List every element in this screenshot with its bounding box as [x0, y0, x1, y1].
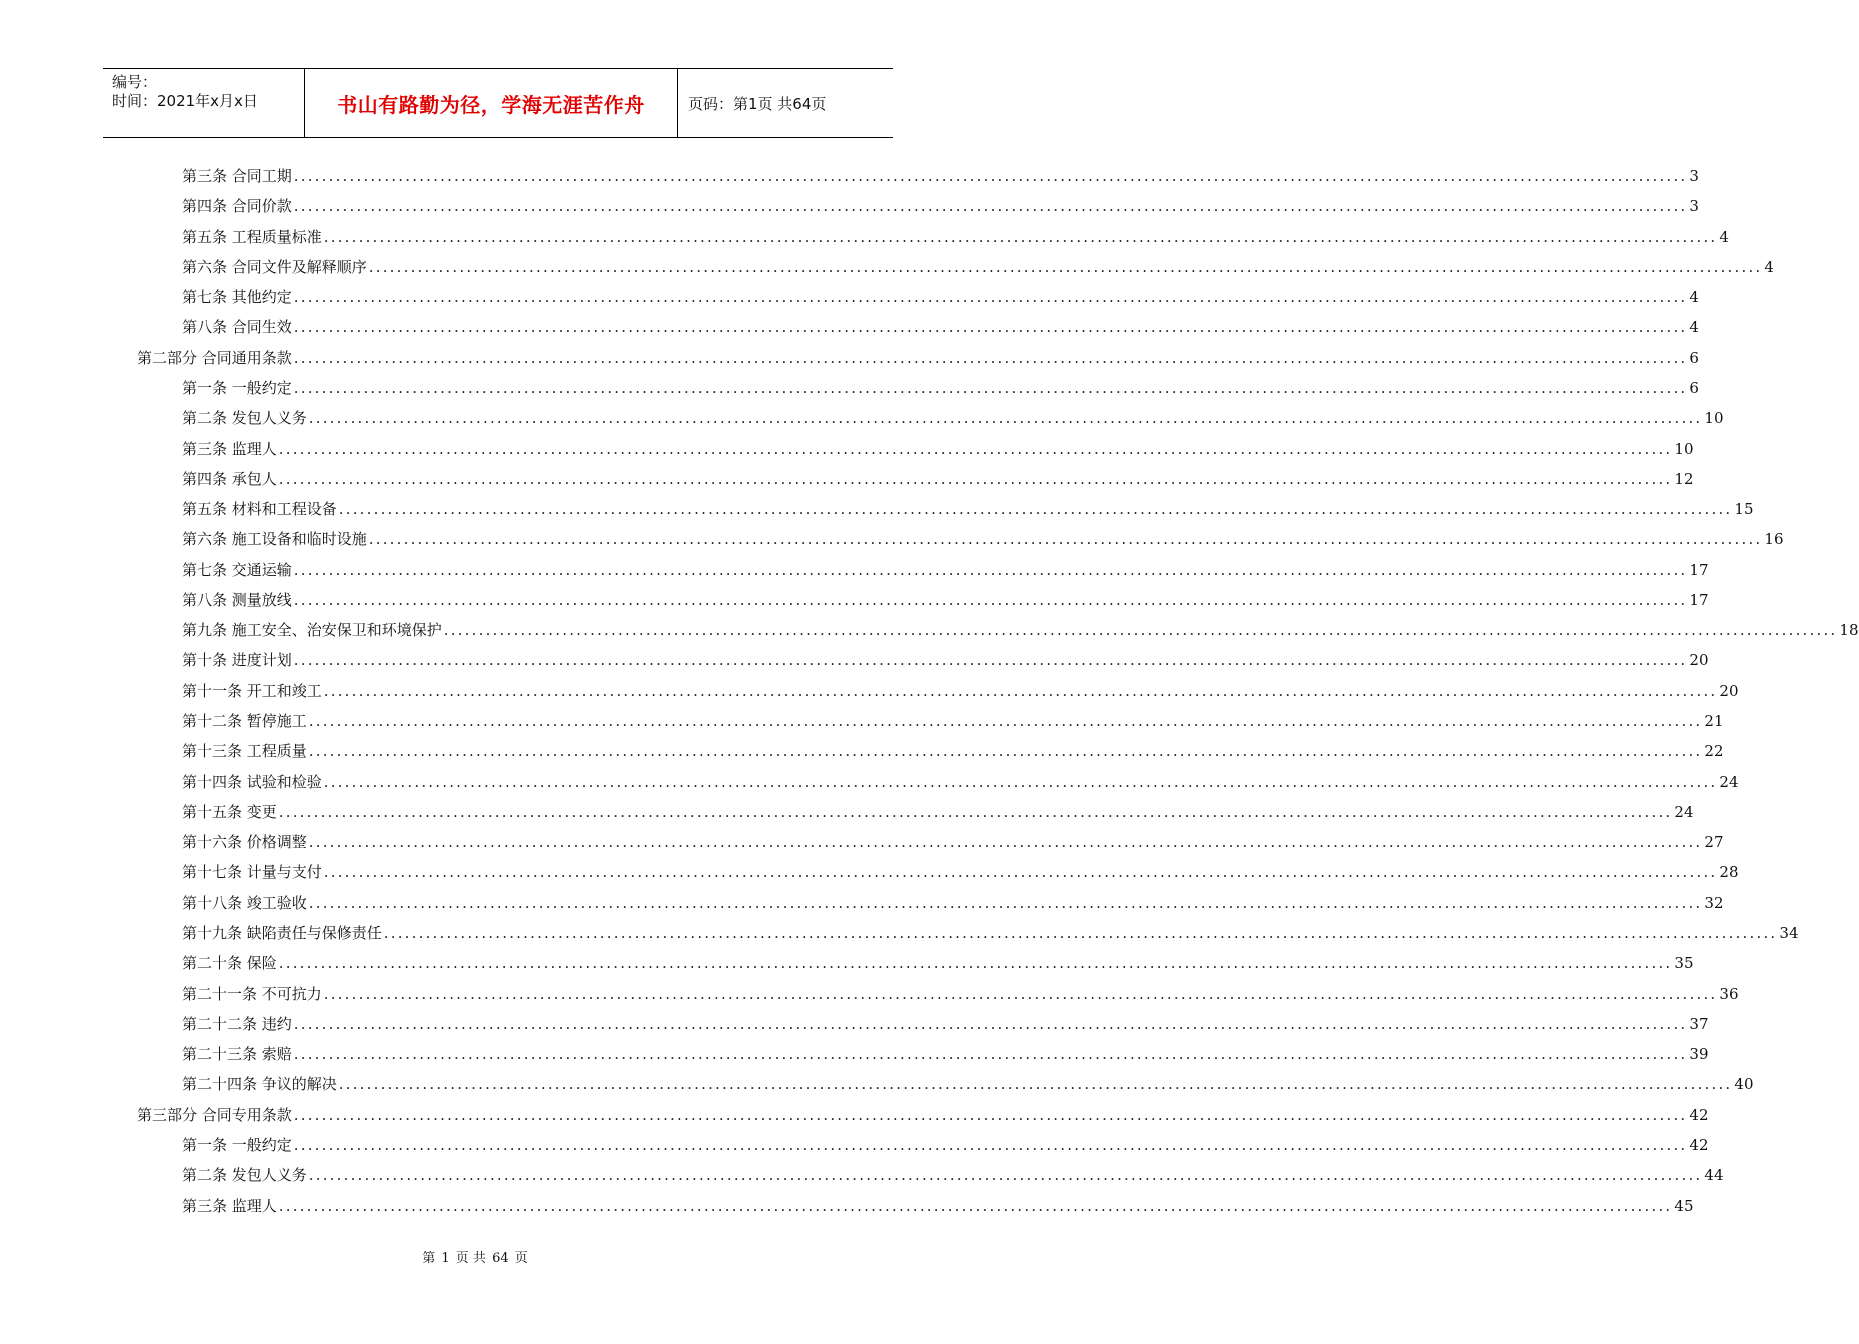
toc-leader-dots: ........................................................................................................................................................................................................ [278, 954, 1673, 973]
toc-entry [182, 740, 1724, 762]
toc-entry-page: 40 [1734, 1075, 1754, 1094]
toc-entry [182, 468, 1694, 490]
toc-entry-title: 第二十四条 争议的解决 [182, 1075, 337, 1094]
toc-entry-page: 12 [1674, 469, 1694, 488]
toc-entry [182, 619, 1859, 641]
toc-leader-dots: ........................................................................................................................................................................................................ [278, 1196, 1673, 1215]
toc-entry-title: 第一条 一般约定 [182, 1135, 292, 1154]
footer-prefix: 第 [422, 1251, 436, 1266]
toc-entry-page: 6 [1689, 348, 1699, 367]
toc-entry-page: 28 [1719, 863, 1739, 882]
toc-entry-page: 17 [1689, 560, 1709, 579]
toc-leader-dots: ........................................................................................................................................................................................................ [293, 348, 1688, 367]
toc-leader-dots: ........................................................................................................................................................................................................ [443, 621, 1838, 640]
toc-entry [182, 165, 1699, 187]
toc-entry-page: 10 [1674, 439, 1694, 458]
toc-entry [182, 831, 1724, 853]
toc-entry [182, 1195, 1694, 1217]
toc-entry [182, 1164, 1724, 1186]
footer-suffix: 页 [514, 1251, 528, 1266]
toc-entry-page: 45 [1674, 1196, 1694, 1215]
toc-entry [182, 528, 1784, 550]
toc-entry [182, 710, 1724, 732]
toc-leader-dots: ........................................................................................................................................................................................................ [308, 742, 1703, 761]
toc-leader-dots: ........................................................................................................................................................................................................ [323, 984, 1718, 1003]
toc-leader-dots: ........................................................................................................................................................................................................ [323, 772, 1718, 791]
toc-entry-title: 第四条 合同价款 [182, 197, 292, 216]
toc-entry-title: 第二十三条 索赔 [182, 1045, 292, 1064]
toc-entry-title: 第七条 其他约定 [182, 288, 292, 307]
header-motto: 书山有路勤为径，学海无涯苦作舟 [305, 69, 678, 137]
toc-entry-title: 第八条 测量放线 [182, 590, 292, 609]
toc-entry [182, 680, 1739, 702]
footer-current-page: 1 [441, 1251, 450, 1266]
toc-entry-title: 第十四条 试验和检验 [182, 772, 322, 791]
toc-entry [182, 195, 1699, 217]
toc-entry [182, 226, 1729, 248]
toc-entry-page: 10 [1704, 409, 1724, 428]
toc-entry-title: 第二十二条 违约 [182, 1014, 292, 1033]
toc-leader-dots: ........................................................................................................................................................................................................ [293, 318, 1688, 337]
toc-entry-page: 17 [1689, 590, 1709, 609]
footer-mid: 页 共 [455, 1251, 486, 1266]
toc-entry-page: 4 [1719, 227, 1729, 246]
toc-leader-dots: ........................................................................................................................................................................................................ [308, 712, 1703, 731]
toc-leader-dots: ........................................................................................................................................................................................................ [308, 833, 1703, 852]
toc-leader-dots: ........................................................................................................................................................................................................ [293, 1014, 1688, 1033]
toc-entry-title: 第四条 承包人 [182, 469, 277, 488]
toc-entry-page: 42 [1689, 1135, 1709, 1154]
toc-entry-page: 36 [1719, 984, 1739, 1003]
toc-entry-title: 第十八条 竣工验收 [182, 893, 307, 912]
toc-entry [182, 286, 1699, 308]
toc-entry-page: 24 [1674, 802, 1694, 821]
toc-entry-page: 37 [1689, 1014, 1709, 1033]
toc-entry [182, 1073, 1754, 1095]
toc-entry-title: 第七条 交通运输 [182, 560, 292, 579]
toc-entry [182, 498, 1754, 520]
toc-entry [182, 438, 1694, 460]
toc-entry-page: 20 [1719, 681, 1739, 700]
toc-entry [182, 771, 1739, 793]
toc-entry [182, 922, 1799, 944]
toc-leader-dots: ........................................................................................................................................................................................................ [293, 560, 1688, 579]
toc-entry [182, 952, 1694, 974]
toc-leader-dots: ........................................................................................................................................................................................................ [383, 924, 1778, 942]
toc-entry-title: 第十五条 变更 [182, 802, 277, 821]
toc-leader-dots: ........................................................................................................................................................................................................ [278, 802, 1673, 821]
toc-entry-page: 20 [1689, 651, 1709, 670]
toc-entry-page: 3 [1689, 197, 1699, 216]
toc-entry-page: 21 [1704, 712, 1724, 731]
footer-total-pages: 64 [492, 1251, 509, 1266]
toc-leader-dots: ........................................................................................................................................................................................................ [293, 1105, 1688, 1124]
toc-entry [182, 983, 1739, 1005]
toc-entry-title: 第二条 发包人义务 [182, 1166, 307, 1185]
toc-entry-page: 6 [1689, 378, 1699, 397]
toc-entry [182, 892, 1724, 914]
toc-leader-dots: ........................................................................................................................................................................................................ [323, 227, 1718, 246]
toc-entry-title: 第六条 施工设备和临时设施 [182, 530, 367, 549]
toc-leader-dots: ........................................................................................................................................................................................................ [293, 1135, 1688, 1154]
toc-entry-page: 16 [1764, 530, 1784, 549]
toc-entry-title: 第十条 进度计划 [182, 651, 292, 670]
toc-entry-page: 4 [1689, 288, 1699, 307]
toc-leader-dots: ........................................................................................................................................................................................................ [338, 1075, 1733, 1094]
toc-entry [182, 377, 1699, 399]
toc-leader-dots: ........................................................................................................................................................................................................ [338, 500, 1733, 519]
toc-entry [182, 316, 1699, 338]
toc-entry-title: 第十一条 开工和竣工 [182, 681, 322, 700]
toc-entry-title: 第六条 合同文件及解释顺序 [182, 257, 367, 276]
toc-part-entry [137, 1104, 1709, 1126]
toc-entry-title: 第十六条 价格调整 [182, 833, 307, 852]
toc-leader-dots: ........................................................................................................................................................................................................ [293, 378, 1688, 397]
toc-entry-title: 第三条 监理人 [182, 1196, 277, 1215]
toc-leader-dots: ........................................................................................................................................................................................................ [278, 469, 1673, 488]
toc-entry-title: 第二十一条 不可抗力 [182, 984, 322, 1003]
toc-entry-page: 18 [1839, 621, 1859, 640]
toc-entry-title: 第三条 合同工期 [182, 167, 292, 185]
toc-entry-page: 42 [1689, 1105, 1709, 1124]
doc-time-label: 时间：2021年x月x日 [112, 92, 258, 110]
toc-leader-dots: ........................................................................................................................................................................................................ [293, 590, 1688, 609]
toc-entry [182, 1013, 1709, 1035]
toc-entry-page: 22 [1704, 742, 1724, 761]
toc-entry-page: 15 [1734, 500, 1754, 519]
toc-entry [182, 649, 1709, 671]
toc-entry-title: 第八条 合同生效 [182, 318, 292, 337]
toc-entry-page: 35 [1674, 954, 1694, 973]
toc-leader-dots: ........................................................................................................................................................................................................ [293, 167, 1688, 185]
toc-entry [182, 1134, 1709, 1156]
toc-entry-title: 第五条 材料和工程设备 [182, 500, 337, 519]
toc-entry-title: 第十七条 计量与支付 [182, 863, 322, 882]
toc-entry [182, 1043, 1709, 1065]
toc-leader-dots: ........................................................................................................................................................................................................ [293, 1045, 1688, 1064]
toc-entry-page: 39 [1689, 1045, 1709, 1064]
toc-entry [182, 407, 1724, 429]
header-meta [103, 69, 305, 137]
toc-entry-title: 第二十条 保险 [182, 954, 277, 973]
toc-leader-dots: ........................................................................................................................................................................................................ [308, 409, 1703, 428]
toc-leader-dots: ........................................................................................................................................................................................................ [368, 257, 1763, 276]
toc-entry [182, 801, 1694, 823]
toc-entry-title: 第十三条 工程质量 [182, 742, 307, 761]
toc-leader-dots: ........................................................................................................................................................................................................ [293, 197, 1688, 216]
toc-entry-page: 44 [1704, 1166, 1724, 1185]
toc-entry [182, 559, 1709, 581]
toc-entry [182, 256, 1774, 278]
toc-entry-page: 3 [1689, 167, 1699, 185]
toc-leader-dots: ........................................................................................................................................................................................................ [323, 863, 1718, 882]
doc-number-label: 编号： [112, 73, 158, 91]
toc-leader-dots: ........................................................................................................................................................................................................ [308, 1166, 1703, 1185]
toc-entry-page: 4 [1689, 318, 1699, 337]
toc-entry-page: 32 [1704, 893, 1724, 912]
toc-entry-page: 34 [1779, 924, 1799, 942]
toc-leader-dots: ........................................................................................................................................................................................................ [278, 439, 1673, 458]
toc-entry-title: 第二部分 合同通用条款 [137, 348, 292, 367]
toc-entry-page: 24 [1719, 772, 1739, 791]
toc-leader-dots: ........................................................................................................................................................................................................ [293, 651, 1688, 670]
toc-leader-dots: ........................................................................................................................................................................................................ [308, 893, 1703, 912]
toc-entry-title: 第一条 一般约定 [182, 378, 292, 397]
toc-leader-dots: ........................................................................................................................................................................................................ [368, 530, 1763, 549]
toc-leader-dots: ........................................................................................................................................................................................................ [323, 681, 1718, 700]
toc-entry-page: 4 [1764, 257, 1774, 276]
toc-leader-dots: ........................................................................................................................................................................................................ [293, 288, 1688, 307]
toc-entry-title: 第三部分 合同专用条款 [137, 1105, 292, 1124]
toc-entry-title: 第九条 施工安全、治安保卫和环境保护 [182, 621, 442, 640]
header-page-info: 页码：第1页 共64页 [688, 94, 827, 113]
page-header [103, 68, 893, 138]
toc-entry-title: 第三条 监理人 [182, 439, 277, 458]
toc-entry-title: 第五条 工程质量标准 [182, 227, 322, 246]
toc-entry-page: 27 [1704, 833, 1724, 852]
page-footer [0, 1247, 950, 1266]
toc-entry [182, 861, 1739, 883]
toc-entry [182, 589, 1709, 611]
toc-entry-title: 第十二条 暂停施工 [182, 712, 307, 731]
toc-part-entry [137, 347, 1699, 369]
toc-entry-title: 第二条 发包人义务 [182, 409, 307, 428]
toc-entry-title: 第十九条 缺陷责任与保修责任 [182, 924, 382, 942]
